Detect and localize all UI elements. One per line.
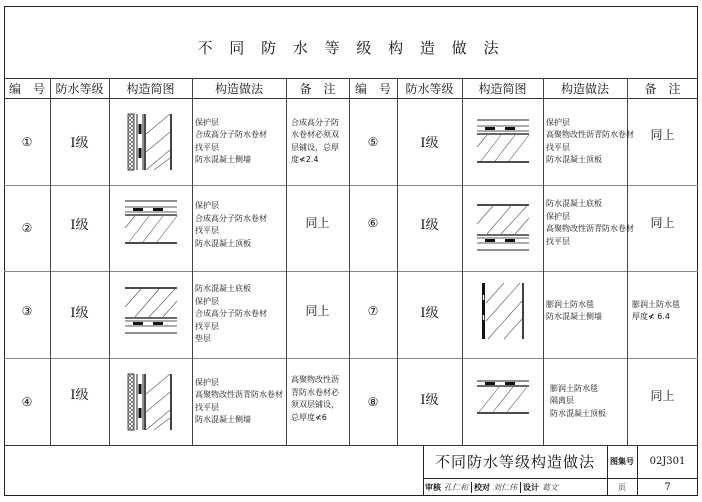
remarks: 同上 [305,215,330,230]
remarks: 同上 [650,128,675,143]
layer: 保护层 [195,201,219,210]
drawing-title: 不同防水等级构造做法 [434,453,595,471]
remark-line: 层铺设，总厚 [291,142,339,152]
item-number: ⑧ [367,394,379,409]
roof-horizontal-bentonite-icon [462,358,543,438]
waterproof-grade: Ⅰ级 [420,392,439,408]
header-diagram: 构造简图 [126,81,175,96]
layer: 合成高分子防水卷材 [195,213,267,223]
remark-line: 合成高分子防 [291,117,339,127]
construction-method [543,271,627,351]
header-method: 构造做法 [214,81,263,96]
remarks: 同上 [650,215,675,230]
layer: 垫层 [195,334,211,344]
remarks [627,271,698,351]
construction-method [192,98,286,185]
layer: 找平层 [546,236,570,246]
remark-line: 青防水卷材必 [291,387,339,397]
wall-vertical-double-membrane-icon [109,98,192,185]
layer: 合成高分子防水卷材 [195,130,267,139]
item-number: ⑦ [367,304,379,318]
remark-line: 度≮2.4 [291,155,319,164]
roof-horizontal-membrane-top-icon [462,98,543,185]
header-note: 备 注 [644,81,681,96]
layer: 保护层 [195,117,219,127]
header-number: 编 号 [354,81,391,96]
layer: 找平层 [195,226,219,235]
floor-horizontal-membrane-bottom-icon [109,271,192,351]
remark-line: 膨润土防水毯 [632,299,680,309]
layer: 保护层 [546,211,570,221]
review-signature: 孔仁和 [444,482,468,492]
layer: 防水混凝土顶板 [550,408,606,418]
design-label: 设计 [520,482,539,493]
layer: 膨润土防水毯 [546,299,594,309]
atlas-label: 图集号 [610,457,634,466]
layer: 保护层 [195,296,219,306]
atlas-number: 02J301 [649,456,686,467]
page-number: 7 [664,481,671,493]
layer: 找平层 [195,402,219,412]
signature-row [423,478,607,496]
layer: 保护层 [195,377,219,387]
layer: 膨润土防水毯 [550,383,598,393]
wall-vertical-bentonite-icon [462,271,543,351]
check-label: 校对 [471,482,490,493]
layer: 找平层 [195,142,219,152]
check-signature: 刘仁伟 [493,482,517,492]
item-number: ④ [21,394,33,409]
header-note: 备 注 [299,81,336,96]
remark-line: 总厚度≮6 [291,412,327,422]
layer: 高聚物改性沥青防水卷材 [195,390,283,399]
layer: 高聚物改性沥青防水卷材 [546,130,634,139]
construction-method [543,185,634,261]
remark-line: 水卷材必须双 [291,130,339,139]
page-title: 不 同 防 水 等 级 构 造 做 法 [197,38,505,57]
remark-line: 厚度≮ 6.4 [632,312,670,321]
remark-line: 高聚物改性沥 [291,375,339,384]
wall-vertical-double-membrane-icon [109,358,192,445]
header-grade: 防水等级 [405,81,454,96]
header-method: 构造做法 [560,81,609,96]
item-number: ⑤ [367,134,379,149]
item-number: ① [21,134,33,149]
design-signature: 葛文 [542,482,558,492]
layer: 防水混凝土顶板 [195,238,251,248]
page-label: 页 [618,482,626,492]
construction-method [192,271,286,358]
construction-method [543,358,627,445]
header-diagram: 构造简图 [478,81,527,96]
roof-horizontal-membrane-top-icon [109,185,192,261]
layer: 高聚物改性沥青防水卷材 [546,224,634,233]
remarks: 同上 [305,303,330,318]
item-number: ② [21,221,33,235]
review-label: 审核 [425,482,441,492]
layer: 合成高分子防水卷材 [195,309,267,319]
waterproof-grade: Ⅰ级 [420,217,439,233]
remark-line: 须双层铺设， [291,400,339,409]
floor-horizontal-membrane-bottom-icon [462,185,543,271]
layer: 防水混凝土底板 [195,284,251,294]
item-number: ③ [21,304,33,318]
construction-method [543,98,634,185]
layer: 找平层 [195,321,219,331]
waterproof-grade: Ⅰ级 [70,387,89,403]
waterproof-grade: Ⅰ级 [420,136,439,151]
construction-method [192,358,286,445]
layer: 防水混凝土侧墙 [546,312,602,321]
layer: 保护层 [546,117,570,127]
layer: 防水混凝土侧墙 [195,415,251,424]
remarks: 同上 [650,388,675,403]
waterproof-grade: Ⅰ级 [420,305,439,321]
remarks [286,98,349,185]
layer: 找平层 [546,142,570,152]
waterproof-grade: Ⅰ级 [70,305,89,321]
item-number: ⑥ [367,216,379,230]
header-grade: 防水等级 [55,81,104,96]
waterproof-grade: Ⅰ级 [70,136,89,151]
layer: 防水混凝土顶板 [546,155,602,164]
header-number: 编 号 [8,81,45,96]
layer: 隔离层 [550,396,574,406]
layer: 防水混凝土底板 [546,199,602,208]
layer: 防水混凝土侧墙 [195,155,251,164]
remarks [286,358,349,440]
construction-method [192,185,286,265]
waterproof-grade: Ⅰ级 [70,217,89,233]
